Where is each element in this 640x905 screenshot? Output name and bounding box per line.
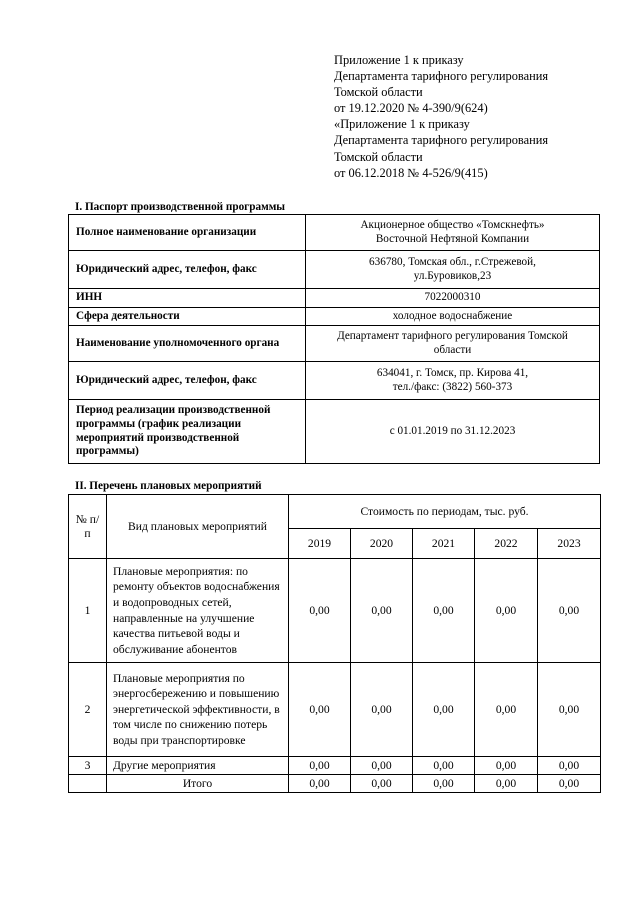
row-value xyxy=(306,362,600,400)
total-value: 0,00 xyxy=(475,775,538,793)
row-label: Период реализации производственной программы (график реализации мероприятий производственной программы) xyxy=(69,400,306,464)
row-value: 0,00 xyxy=(351,663,413,757)
value-line: с 01.01.2019 по 31.12.2023 xyxy=(389,424,516,437)
row-value xyxy=(306,215,600,251)
row-num: 2 xyxy=(69,663,107,757)
row-value: 0,00 xyxy=(289,559,351,663)
header-line: Приложение 1 к приказу xyxy=(334,53,464,67)
value-line: холодное водоснабжение xyxy=(392,309,513,322)
value-line: 7022000310 xyxy=(424,291,481,304)
header-line: от 06.12.2018 № 4-526/9(415) xyxy=(334,165,488,180)
value-line: Восточной Нефтяной Компании xyxy=(375,232,530,245)
table-row xyxy=(69,663,601,757)
row-value xyxy=(306,289,600,308)
passport-table xyxy=(68,214,600,464)
row-value: 0,00 xyxy=(413,757,475,775)
value-line: Департамент тарифного регулирования Томской xyxy=(337,329,568,342)
table-row xyxy=(69,251,600,289)
total-value: 0,00 xyxy=(289,775,351,793)
table-row xyxy=(69,757,601,775)
row-label: Юридический адрес, телефон, факс xyxy=(69,251,306,289)
row-value xyxy=(306,251,600,289)
table-row xyxy=(69,559,601,663)
row-value: 0,00 xyxy=(413,663,475,757)
header-line: Департамента тарифного регулирования xyxy=(334,69,549,84)
row-value: 0,00 xyxy=(538,663,601,757)
row-value: 0,00 xyxy=(289,663,351,757)
header-year: 2020 xyxy=(351,529,413,559)
table-row xyxy=(69,308,600,326)
row-value: 0,00 xyxy=(475,663,538,757)
value-line: 636780, Томская обл., г.Стрежевой, xyxy=(369,255,536,268)
row-value xyxy=(306,308,600,326)
row-value: 0,00 xyxy=(413,559,475,663)
row-value: 0,00 xyxy=(289,757,351,775)
table-row xyxy=(69,215,600,251)
section-title-measures: II. Перечень плановых мероприятий xyxy=(75,480,262,492)
row-label: Сфера деятельности xyxy=(69,308,306,326)
table-row xyxy=(69,289,600,308)
value-line: тел./факс: (3822) 560-373 xyxy=(392,380,513,393)
value-line: 634041, г. Томск, пр. Кирова 41, xyxy=(376,366,529,379)
appendix-header xyxy=(334,52,634,181)
value-line: Акционерное общество «Томскнефть» xyxy=(360,218,545,231)
header-year: 2019 xyxy=(289,529,351,559)
row-measure-name: Другие мероприятия xyxy=(107,757,289,775)
measures-table xyxy=(68,494,601,793)
header-line: Томской области xyxy=(334,149,423,164)
total-num xyxy=(69,775,107,793)
total-value: 0,00 xyxy=(413,775,475,793)
header-year: 2023 xyxy=(538,529,601,559)
row-value: 0,00 xyxy=(538,559,601,663)
table-total-row xyxy=(69,775,601,793)
header-line: Томской области xyxy=(334,85,423,100)
value-line: области xyxy=(433,343,472,356)
row-measure-name: Плановые мероприятия по энергосбережению и повышению энергетической эффективности, в том числе по снижению потерь воды при транспортировке xyxy=(107,663,289,757)
row-label: ИНН xyxy=(69,289,306,308)
table-header-row xyxy=(69,495,601,529)
table-row xyxy=(69,362,600,400)
row-value: 0,00 xyxy=(475,559,538,663)
table-row xyxy=(69,400,600,464)
row-value xyxy=(306,400,600,464)
header-line: Департамента тарифного регулирования xyxy=(334,133,549,148)
header-num: № п/п xyxy=(69,495,107,559)
header-line: «Приложение 1 к приказу xyxy=(334,117,470,132)
row-num: 3 xyxy=(69,757,107,775)
row-num: 1 xyxy=(69,559,107,663)
total-value: 0,00 xyxy=(351,775,413,793)
row-measure-name: Плановые мероприятия: по ремонту объектов водоснабжения и водопроводных сетей, направленные на улучшение качества питьевой воды и обслуживание абонентов xyxy=(107,559,289,663)
row-label: Полное наименование организации xyxy=(69,215,306,251)
row-label: Юридический адрес, телефон, факс xyxy=(69,362,306,400)
row-value xyxy=(306,326,600,362)
total-value: 0,00 xyxy=(538,775,601,793)
row-value: 0,00 xyxy=(538,757,601,775)
table-row xyxy=(69,326,600,362)
total-label: Итого xyxy=(107,775,289,793)
row-value: 0,00 xyxy=(351,757,413,775)
value-line: ул.Буровиков,23 xyxy=(413,269,492,282)
section-title-passport: I. Паспорт производственной программы xyxy=(75,201,286,213)
row-label: Наименование уполномоченного органа xyxy=(69,326,306,362)
row-value: 0,00 xyxy=(351,559,413,663)
header-cost: Стоимость по периодам, тыс. руб. xyxy=(289,495,601,529)
row-value: 0,00 xyxy=(475,757,538,775)
header-year: 2022 xyxy=(475,529,538,559)
header-measure-name: Вид плановых мероприятий xyxy=(107,495,289,559)
header-year: 2021 xyxy=(413,529,475,559)
header-line: от 19.12.2020 № 4-390/9(624) xyxy=(334,101,488,116)
